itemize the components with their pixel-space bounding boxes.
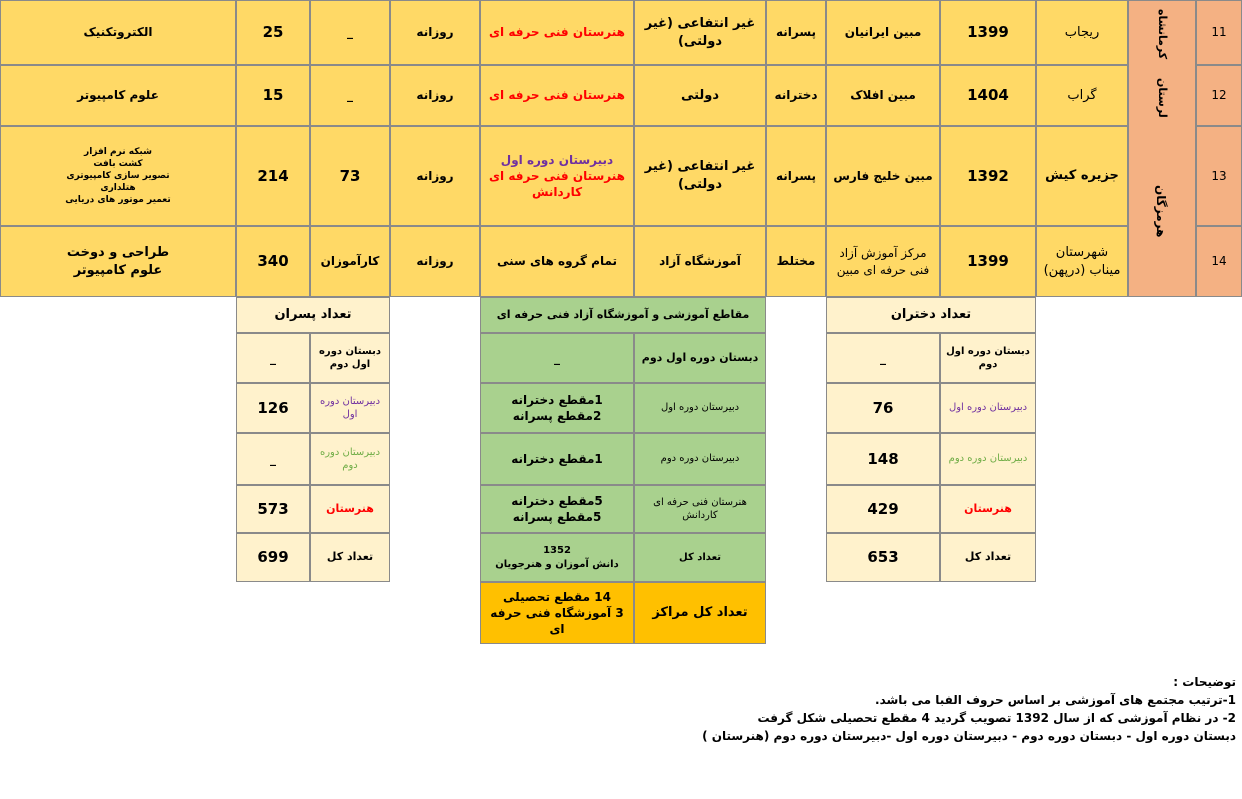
fields-cell xyxy=(0,126,236,226)
sections-value-line: 1مقطع دخترانه xyxy=(511,451,603,466)
province-label: کرمانشاه xyxy=(1156,8,1169,60)
level-cell: تمام گروه های سنی xyxy=(480,226,634,297)
field-item: تعمیر موتور های دریایی xyxy=(65,195,171,206)
type-cell: آموزشگاه آزاد xyxy=(634,226,766,297)
girls-row-label: هنرستان xyxy=(940,485,1036,533)
gender-cell: پسرانه xyxy=(766,0,826,65)
type-cell: غیر انتفاعی (غیر دولتی) xyxy=(634,0,766,65)
school-name-cell: مبین ایرانیان xyxy=(826,0,940,65)
year-cell: 1392 xyxy=(940,126,1036,226)
year-cell: 1399 xyxy=(940,0,1036,65)
sections-value-line: 5مقطع دخترانه xyxy=(511,493,603,508)
field-item: الکتروتکنیک xyxy=(83,25,153,40)
sections-table-title: مقاطع آموزشی و آموزشگاه آزاد فنی حرفه ای xyxy=(480,297,766,333)
school-name-cell: مبین خلیج فارس xyxy=(826,126,940,226)
sections-row-label: تعداد کل xyxy=(634,533,766,582)
girls-row-value: 429 xyxy=(826,485,940,533)
note-line: 2- در نظام آموزشی که از سال 1392 تصویب گردید 4 مقطع تحصیلی شکل گرفت xyxy=(757,711,1236,725)
field-item: علوم کامپیوتر xyxy=(73,262,163,278)
shift-cell: روزانه xyxy=(390,126,480,226)
notes-block xyxy=(702,673,1236,745)
level-cell: هنرستان فنی حرفه ای xyxy=(480,65,634,126)
sections-row-value xyxy=(480,383,634,433)
sections-row-value xyxy=(480,533,634,582)
level-cell xyxy=(480,126,634,226)
sections-row-label: دبیرستان دوره دوم xyxy=(634,433,766,485)
sections-value-line: 5مقطع پسرانه xyxy=(512,510,602,524)
boys-row-label: دبستان دوره اول دوم xyxy=(310,333,390,383)
row-number: 11 xyxy=(1196,0,1242,65)
sections-value-line: 2مقطع پسرانه xyxy=(512,409,602,423)
count-a-cell: _ xyxy=(310,65,390,126)
sections-row-value xyxy=(480,433,634,485)
count-a-cell: _ xyxy=(310,0,390,65)
field-item: هتلداری xyxy=(100,183,136,194)
shift-cell: روزانه xyxy=(390,65,480,126)
note-line: دبستان دوره اول - دبستان دوره دوم - دبیرستان دوره اول -دبیرستان دوره دوم (هنرستان ) xyxy=(702,729,1236,743)
boys-row-value: _ xyxy=(236,433,310,485)
sections-row-label: دبستان دوره اول دوم xyxy=(634,333,766,383)
total-centers-value xyxy=(480,582,634,644)
sections-row-value xyxy=(480,333,634,383)
sections-value-line: _ xyxy=(554,350,560,365)
year-cell: 1404 xyxy=(940,65,1036,126)
level-line: هنرستان فنی حرفه ای xyxy=(489,168,625,183)
sections-value-line: 1352 xyxy=(543,545,571,556)
count-a-cell: 73 xyxy=(310,126,390,226)
shift-cell: روزانه xyxy=(390,0,480,65)
girls-row-label: تعداد کل xyxy=(940,533,1036,582)
field-item: تصویر سازی کامپیوتری xyxy=(66,170,170,181)
row-number: 12 xyxy=(1196,65,1242,126)
province-label: لرستان xyxy=(1156,78,1169,118)
girls-row-label: دبیرستان دوره دوم xyxy=(940,433,1036,485)
boys-table-title: تعداد پسران xyxy=(236,297,390,333)
girls-row-value: 653 xyxy=(826,533,940,582)
gender-cell: پسرانه xyxy=(766,126,826,226)
city-cell: ریجاب xyxy=(1036,0,1128,65)
boys-row-label: دبیرستان دوره دوم xyxy=(310,433,390,485)
province-label: هرمزگان xyxy=(1154,184,1168,238)
boys-row-label: دبیرستان دوره اول xyxy=(310,383,390,433)
girls-row-label: دبیرستان دوره اول xyxy=(940,383,1036,433)
sections-row-label: دبیرستان دوره اول xyxy=(634,383,766,433)
total-centers-line: 14 مقطع تحصیلی xyxy=(503,589,611,604)
total-centers-label: تعداد کل مراکز xyxy=(634,582,766,644)
sections-value-line: دانش آموزان و هنرجویان xyxy=(495,558,619,570)
girls-row-label: دبستان دوره اول دوم xyxy=(940,333,1036,383)
city-cell: گراب xyxy=(1036,65,1128,126)
gender-cell: مختلط xyxy=(766,226,826,297)
boys-row-value: 126 xyxy=(236,383,310,433)
girls-row-value: 148 xyxy=(826,433,940,485)
fields-cell xyxy=(0,0,236,65)
count-cell: 15 xyxy=(236,65,310,126)
type-cell: غیر انتفاعی (غیر دولتی) xyxy=(634,126,766,226)
field-item: شبکه نرم افزار xyxy=(84,146,152,157)
count-a-cell: کارآموزان xyxy=(310,226,390,297)
sections-row-label: هنرستان فنی حرفه ای کاردانش xyxy=(634,485,766,533)
city-cell: جزیره کیش xyxy=(1036,126,1128,226)
level-line: کاردانش xyxy=(531,185,583,200)
fields-cell xyxy=(0,65,236,126)
city-cell: شهرستان میناب (درپهن) xyxy=(1036,226,1128,297)
school-name-cell: مرکز آموزش آزاد فنی حرفه ای مبین xyxy=(826,226,940,297)
row-number: 13 xyxy=(1196,126,1242,226)
count-cell: 340 xyxy=(236,226,310,297)
boys-row-value: _ xyxy=(236,333,310,383)
field-item: کشت بافت xyxy=(93,158,143,169)
count-cell: 25 xyxy=(236,0,310,65)
boys-row-label: هنرستان xyxy=(310,485,390,533)
type-cell: دولتی xyxy=(634,65,766,126)
total-centers-line: 3 آموزشگاه فنی حرفه ای xyxy=(490,605,624,637)
notes-title: توضیحات : xyxy=(1173,675,1236,689)
count-cell: 214 xyxy=(236,126,310,226)
girls-table-title: تعداد دختران xyxy=(826,297,1036,333)
boys-row-value: 573 xyxy=(236,485,310,533)
sections-row-value xyxy=(480,485,634,533)
level-line: دبیرستان دوره اول xyxy=(500,152,614,167)
field-item: علوم کامپیوتر xyxy=(77,88,159,103)
shift-cell: روزانه xyxy=(390,226,480,297)
fields-cell xyxy=(0,226,236,297)
boys-row-value: 699 xyxy=(236,533,310,582)
girls-row-value: 76 xyxy=(826,383,940,433)
year-cell: 1399 xyxy=(940,226,1036,297)
level-cell: هنرستان فنی حرفه ای xyxy=(480,0,634,65)
row-number: 14 xyxy=(1196,226,1242,297)
note-line: 1-ترتیب مجتمع های آموزشی بر اساس حروف الفبا می باشد. xyxy=(875,693,1236,707)
province-column xyxy=(1128,0,1196,297)
boys-row-label: تعداد کل xyxy=(310,533,390,582)
school-name-cell: مبین افلاک xyxy=(826,65,940,126)
gender-cell: دخترانه xyxy=(766,65,826,126)
field-item: طراحی و دوخت xyxy=(66,244,170,260)
sections-value-line: 1مقطع دخترانه xyxy=(511,392,603,407)
girls-row-value: _ xyxy=(826,333,940,383)
